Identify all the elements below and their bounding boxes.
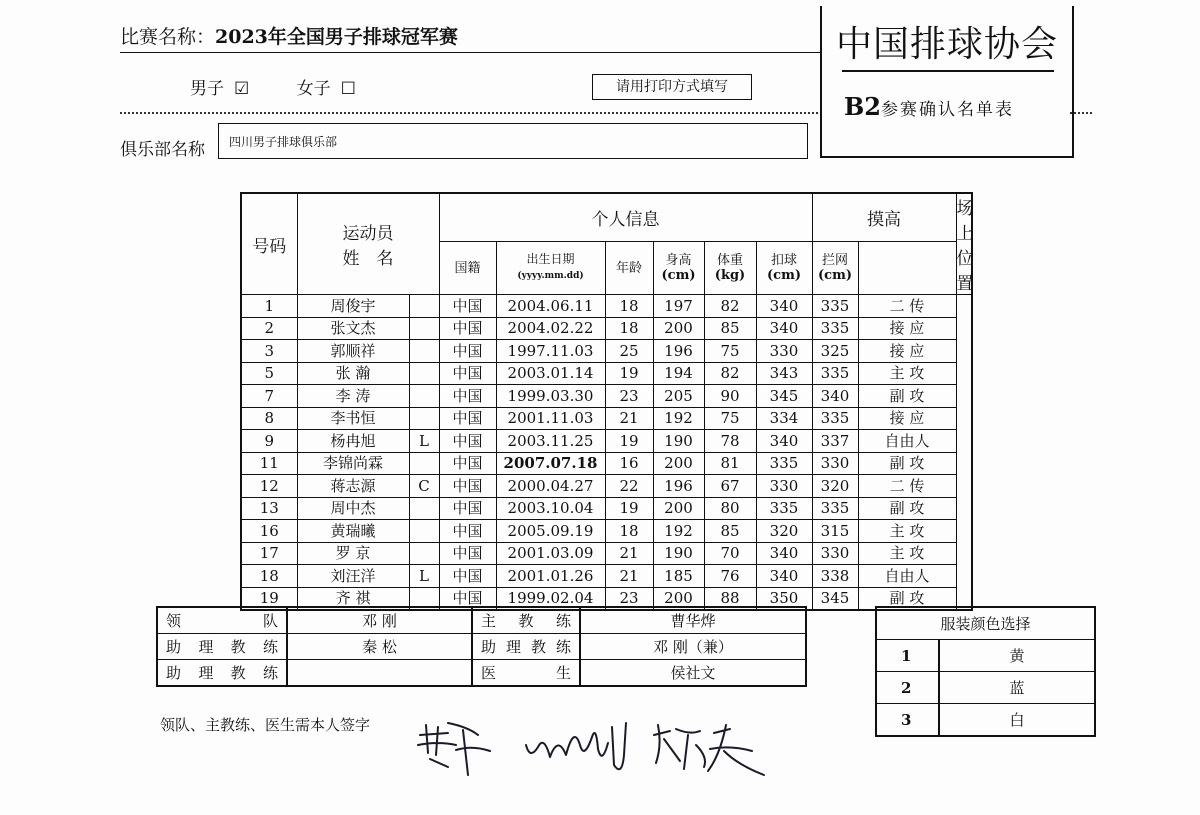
header-birthdate: 出生日期 (yyyy.mm.dd) [496, 242, 605, 295]
form-code: B2 [844, 92, 881, 121]
gender-female-option[interactable]: 女子 ☐ [296, 79, 356, 99]
club-name-value: 四川男子排球俱乐部 [229, 135, 338, 149]
table-row: 19 齐 祺 中国 1999.02.04 23 200 88 350 345 副 攻 [241, 587, 972, 610]
assistant-coach-label-3: 助 理 教 练 [157, 660, 287, 687]
table-row: 8 李书恒 中国 2001.11.03 21 192 75 334 335 接 应 [241, 407, 972, 430]
staff-table [156, 606, 807, 687]
table-row: 5 张 瀚 中国 2003.01.14 19 194 82 343 335 主 攻 [241, 362, 972, 385]
club-label: 俱乐部名称 [120, 140, 205, 160]
assistant-coach-label: 助 理 教 练 [157, 634, 287, 660]
color-row: 2 蓝 [876, 672, 1095, 704]
staff-row [157, 634, 806, 660]
gender-male-option[interactable]: 男子 ☑ [190, 79, 250, 99]
gender-selection [190, 74, 398, 99]
table-row: 12 蒋志源 C 中国 2000.04.27 22 196 67 330 320 二 传 [241, 475, 972, 498]
color-row: 3 白 [876, 704, 1095, 737]
assistant-coach-value: 秦 松 [287, 634, 472, 660]
table-row: 3 郭顺祥 中国 1997.11.03 25 196 75 330 325 接 应 [241, 340, 972, 363]
table-row: 2 张文杰 中国 2004.02.22 18 200 85 340 335 接 应 [241, 317, 972, 340]
color-row: 1 黄 [876, 640, 1095, 672]
assistant-coach-value-3 [287, 660, 472, 687]
assistant-coach-label-2: 助 理 教 练 [472, 634, 580, 660]
club-name-field[interactable] [218, 123, 808, 159]
table-row: 7 李 涛 中国 1999.03.30 23 205 90 345 340 副 攻 [241, 385, 972, 408]
assistant-coach-value-2: 邓 刚（兼） [580, 634, 806, 660]
staff-row [157, 607, 806, 634]
signature-note: 领队、主教练、医生需本人签字 [160, 716, 371, 734]
association-box [820, 6, 1074, 158]
uniform-color-table [875, 606, 1096, 737]
table-row: 13 周中杰 中国 2003.10.04 19 200 80 335 335 副 攻 [241, 497, 972, 520]
table-row: 17 罗 京 中国 2001.03.09 21 190 70 340 330 主 攻 [241, 542, 972, 565]
staff-row [157, 660, 806, 687]
table-row: 11 李锦尚霖 中国 2007.07.18 16 200 81 335 330 副 攻 [241, 452, 972, 475]
match-name-line [120, 22, 820, 53]
header-athlete: 运动员 姓 名 [297, 193, 439, 295]
header-age: 年龄 [605, 242, 653, 295]
header-personal-info: 个人信息 [439, 193, 812, 242]
header-position: 场上 位置 [956, 193, 972, 295]
table-row: 16 黄瑞曦 中国 2005.09.19 18 192 85 320 315 主 攻 [241, 520, 972, 543]
match-name: 2023年全国男子排球冠军赛 [215, 26, 458, 48]
uniform-color-title: 服装颜色选择 [876, 607, 1095, 640]
header-spike: 扣球 (cm) [756, 242, 812, 295]
table-row: 18 刘汪洋 L 中国 2001.01.26 21 185 76 340 338 自由人 [241, 565, 972, 588]
form-title: B2参赛确认名单表 [844, 92, 1014, 121]
header-nationality: 国籍 [439, 242, 496, 295]
header-height: 身高 (cm) [653, 242, 704, 295]
dotted-divider [120, 112, 822, 114]
table-row: 9 杨冉旭 L 中国 2003.11.25 19 190 78 340 337 自由人 [241, 430, 972, 453]
roster-table [240, 192, 973, 611]
empty-box-icon: ☐ [340, 79, 356, 99]
print-instruction: 请用打印方式填写 [592, 74, 752, 100]
head-coach-label: 主 教 练 [472, 607, 580, 634]
leader-label: 领 队 [157, 607, 287, 634]
table-row: 1 周俊宇 中国 2004.06.11 18 197 82 340 335 二 传 [241, 295, 972, 318]
match-label: 比赛名称： [120, 26, 216, 48]
leader-value: 邓 刚 [287, 607, 472, 634]
header-reach: 摸高 [812, 193, 956, 242]
head-coach-value: 曹华烨 [580, 607, 806, 634]
checked-box-icon: ☑ [234, 79, 250, 99]
association-rule [842, 70, 1054, 72]
header-number: 号码 [241, 193, 297, 295]
header-block: 拦网 (cm) [812, 242, 858, 295]
handwritten-signatures [408, 705, 788, 785]
header-weight: 体重 (kg) [704, 242, 756, 295]
doctor-value: 侯社文 [580, 660, 806, 687]
association-name: 中国排球协会 [835, 24, 1058, 65]
doctor-label: 医 生 [472, 660, 580, 687]
